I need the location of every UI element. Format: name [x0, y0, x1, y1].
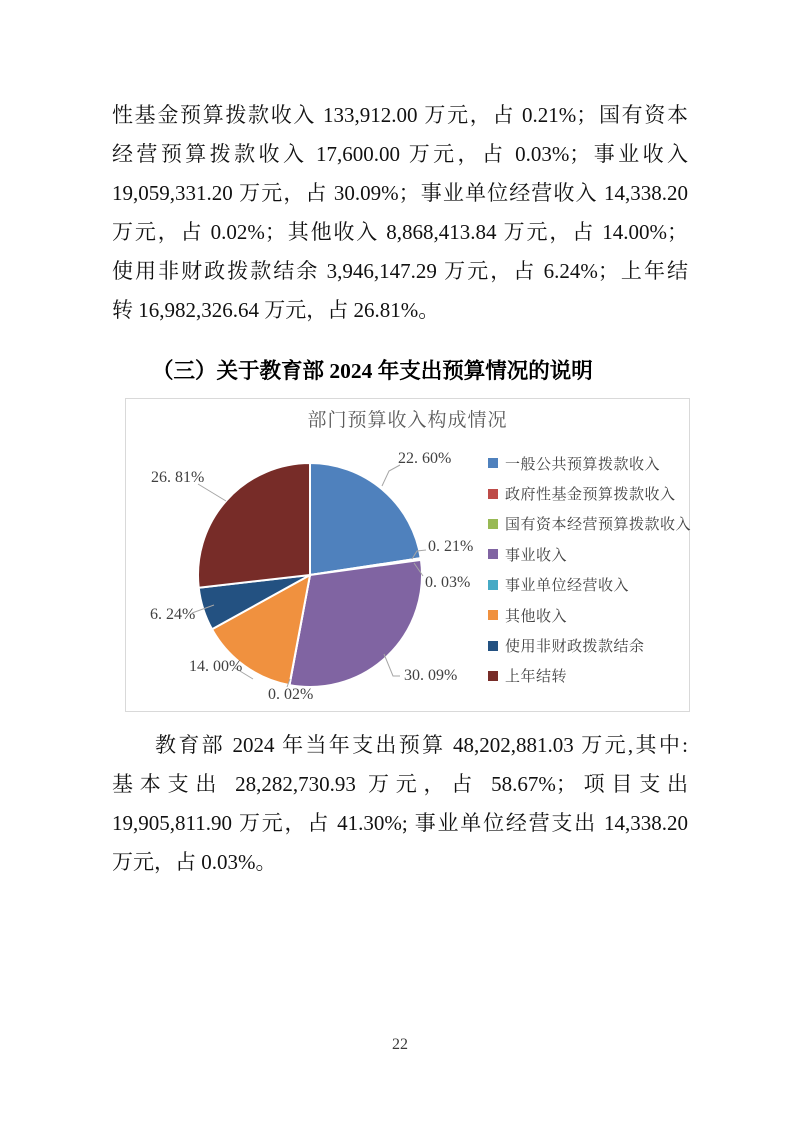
paragraph-expenditure-details	[112, 726, 688, 882]
section-heading: （三）关于教育部 2024 年支出预算情况的说明	[152, 359, 593, 383]
legend-item	[488, 630, 691, 660]
legend-item	[488, 600, 691, 630]
slice-percentage-label: 0. 03%	[425, 574, 471, 591]
legend-swatch-icon	[488, 671, 498, 681]
legend-label: 其他收入	[505, 607, 568, 625]
legend-label: 使用非财政拨款结余	[505, 638, 645, 656]
text-line: 转 16,982,326.64 万元，占 26.81%。	[112, 298, 440, 322]
legend-label: 事业单位经营收入	[505, 577, 630, 595]
text-line: 万元，占 0.03%。	[112, 850, 277, 874]
page-number: 22	[392, 1036, 408, 1053]
slice-percentage-label: 0. 21%	[428, 538, 474, 555]
legend-swatch-icon	[488, 580, 498, 590]
text-line: 基本支出 28,282,730.93 万元，占 58.67%；项目支出	[112, 772, 688, 796]
legend-label: 政府性基金预算拨款收入	[505, 486, 676, 504]
slice-percentage-label: 6. 24%	[150, 606, 196, 623]
chart-title: 部门预算收入构成情况	[307, 410, 508, 431]
slice-percentage-label: 22. 60%	[398, 450, 452, 467]
legend-swatch-icon	[488, 549, 498, 559]
chart-legend	[488, 448, 691, 691]
label-leader-line	[198, 484, 226, 501]
legend-item	[488, 448, 691, 478]
text-line: 经营预算拨款收入 17,600.00 万元，占 0.03%；事业收入	[112, 142, 688, 166]
legend-swatch-icon	[488, 519, 498, 529]
legend-item	[488, 539, 691, 569]
legend-swatch-icon	[488, 641, 498, 651]
pie-slice	[310, 463, 421, 575]
legend-swatch-icon	[488, 458, 498, 468]
label-leader-line	[382, 465, 400, 486]
income-composition-chart	[125, 398, 690, 712]
paragraph-income-details	[112, 96, 688, 330]
legend-item	[488, 661, 691, 691]
slice-percentage-label: 30. 09%	[404, 667, 458, 684]
legend-label: 上年结转	[505, 668, 568, 686]
text-line: 教育部 2024 年当年支出预算 48,202,881.03 万元,其中:	[155, 733, 688, 757]
legend-item	[488, 478, 691, 508]
legend-label: 国有资本经营预算拨款收入	[505, 516, 692, 534]
legend-swatch-icon	[488, 489, 498, 499]
text-line: 19,059,331.20 万元，占 30.09%；事业单位经营收入 14,338.20	[112, 181, 688, 205]
pie-slice	[198, 463, 310, 588]
legend-label: 事业收入	[505, 546, 568, 564]
text-line: 万元，占 0.02%；其他收入 8,868,413.84 万元，占 14.00%；	[112, 220, 688, 244]
legend-swatch-icon	[488, 610, 498, 620]
legend-item	[488, 570, 691, 600]
text-line: 使用非财政拨款结余 3,946,147.29 万元，占 6.24%；上年结	[112, 259, 688, 283]
text-line: 19,905,811.90 万元，占 41.30%; 事业单位经营支出 14,338.20	[112, 811, 688, 835]
slice-percentage-label: 0. 02%	[268, 686, 314, 703]
legend-item	[488, 509, 691, 539]
legend-label: 一般公共预算拨款收入	[505, 455, 661, 473]
text-line: 性基金预算拨款收入 133,912.00 万元，占 0.21%；国有资本	[112, 103, 688, 127]
slice-percentage-label: 14. 00%	[189, 658, 243, 675]
slice-percentage-label: 26. 81%	[151, 469, 205, 486]
